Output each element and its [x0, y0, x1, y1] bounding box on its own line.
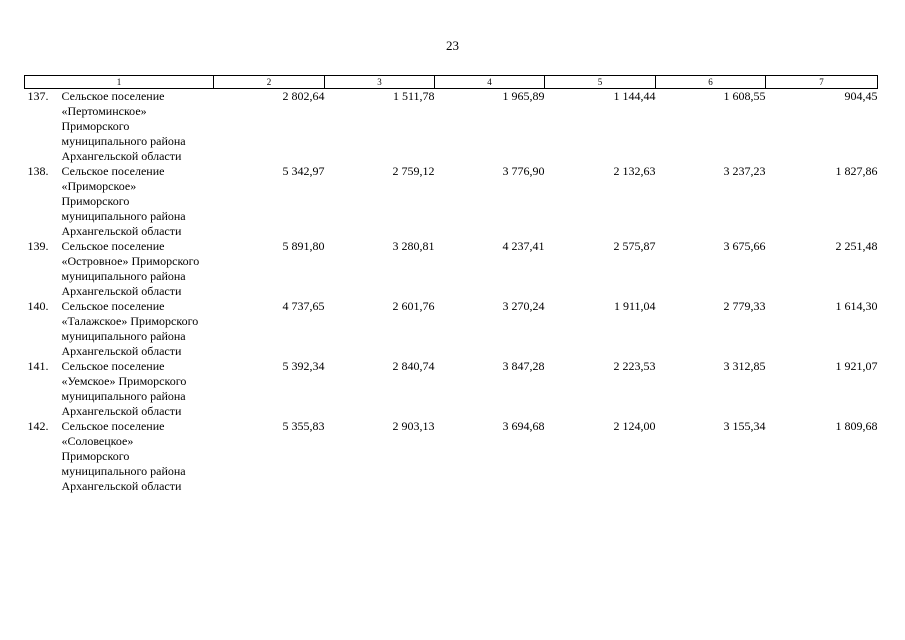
value-col-6: 2 779,33 [723, 299, 766, 313]
value-col-7: 1 921,07 [835, 359, 878, 373]
value-col-5: 1 911,04 [613, 299, 656, 313]
value-col-4: 1 965,89 [502, 89, 545, 103]
settlement-cell [25, 89, 214, 165]
table-header [25, 76, 878, 89]
column-header-1: 1 [25, 76, 214, 89]
value-col-2: 2 802,64 [282, 89, 325, 103]
value-col-5: 2 124,00 [613, 419, 656, 433]
value-col-3: 2 840,74 [392, 359, 435, 373]
value-col-3: 1 511,78 [392, 89, 435, 103]
value-col-7: 2 251,48 [835, 239, 878, 253]
column-header-7: 7 [766, 76, 878, 89]
value-col-7: 1 614,30 [835, 299, 878, 313]
column-number-row [25, 76, 878, 89]
table-row [25, 359, 878, 419]
value-col-7: 1 809,68 [835, 419, 878, 433]
row-number: 141. [27, 359, 49, 373]
value-col-4: 3 694,68 [502, 419, 545, 433]
value-col-2: 5 355,83 [282, 419, 325, 433]
value-col-3: 2 759,12 [392, 164, 435, 178]
settlement-name: Сельское поселение «Пертоминское» Приморского муниципального района Архангельской области [61, 89, 186, 163]
settlement-cell [25, 359, 214, 419]
value-col-5: 2 223,53 [613, 359, 656, 373]
table-row [25, 239, 878, 299]
value-col-3: 2 903,13 [392, 419, 435, 433]
column-header-6: 6 [656, 76, 766, 89]
settlement-name: Сельское поселение «Соловецкое» Приморского муниципального района Архангельской области [61, 419, 186, 493]
row-number: 140. [27, 299, 49, 313]
value-col-5: 2 132,63 [613, 164, 656, 178]
value-col-7: 1 827,86 [835, 164, 878, 178]
value-col-7: 904,45 [844, 89, 878, 103]
settlement-cell [25, 299, 214, 359]
row-number: 137. [27, 89, 49, 103]
column-header-5: 5 [545, 76, 656, 89]
value-col-4: 3 776,90 [502, 164, 545, 178]
value-col-2: 5 891,80 [282, 239, 325, 253]
value-col-3: 2 601,76 [392, 299, 435, 313]
value-col-3: 3 280,81 [392, 239, 435, 253]
value-col-4: 4 237,41 [502, 239, 545, 253]
value-col-2: 5 342,97 [282, 164, 325, 178]
value-col-2: 5 392,34 [282, 359, 325, 373]
table-body [25, 89, 878, 495]
settlement-cell [25, 419, 214, 494]
value-col-5: 2 575,87 [613, 239, 656, 253]
row-number: 142. [27, 419, 49, 433]
value-col-6: 3 675,66 [723, 239, 766, 253]
value-col-2: 4 737,65 [282, 299, 325, 313]
settlement-cell [25, 164, 214, 239]
column-header-3: 3 [325, 76, 435, 89]
value-col-6: 1 608,55 [723, 89, 766, 103]
settlement-name: Сельское поселение «Приморское» Приморского муниципального района Архангельской области [61, 164, 186, 238]
row-number: 139. [27, 239, 49, 253]
table-row [25, 299, 878, 359]
value-col-6: 3 237,23 [723, 164, 766, 178]
table-row [25, 89, 878, 165]
value-col-6: 3 155,34 [723, 419, 766, 433]
column-header-4: 4 [435, 76, 545, 89]
column-header-2: 2 [214, 76, 325, 89]
settlement-name: Сельское поселение «Талажское» Приморского муниципального района Архангельской области [61, 299, 199, 358]
value-col-6: 3 312,85 [723, 359, 766, 373]
row-number: 138. [27, 164, 49, 178]
table-row [25, 164, 878, 239]
value-col-4: 3 270,24 [502, 299, 545, 313]
page-number: 23 [446, 38, 459, 53]
table-row [25, 419, 878, 494]
value-col-5: 1 144,44 [613, 89, 656, 103]
settlement-cell [25, 239, 214, 299]
settlement-name: Сельское поселение «Островное» Приморского муниципального района Архангельской области [61, 239, 200, 298]
settlement-name: Сельское поселение «Уемское» Приморского муниципального района Архангельской области [61, 359, 187, 418]
data-table [24, 75, 878, 494]
value-col-4: 3 847,28 [502, 359, 545, 373]
